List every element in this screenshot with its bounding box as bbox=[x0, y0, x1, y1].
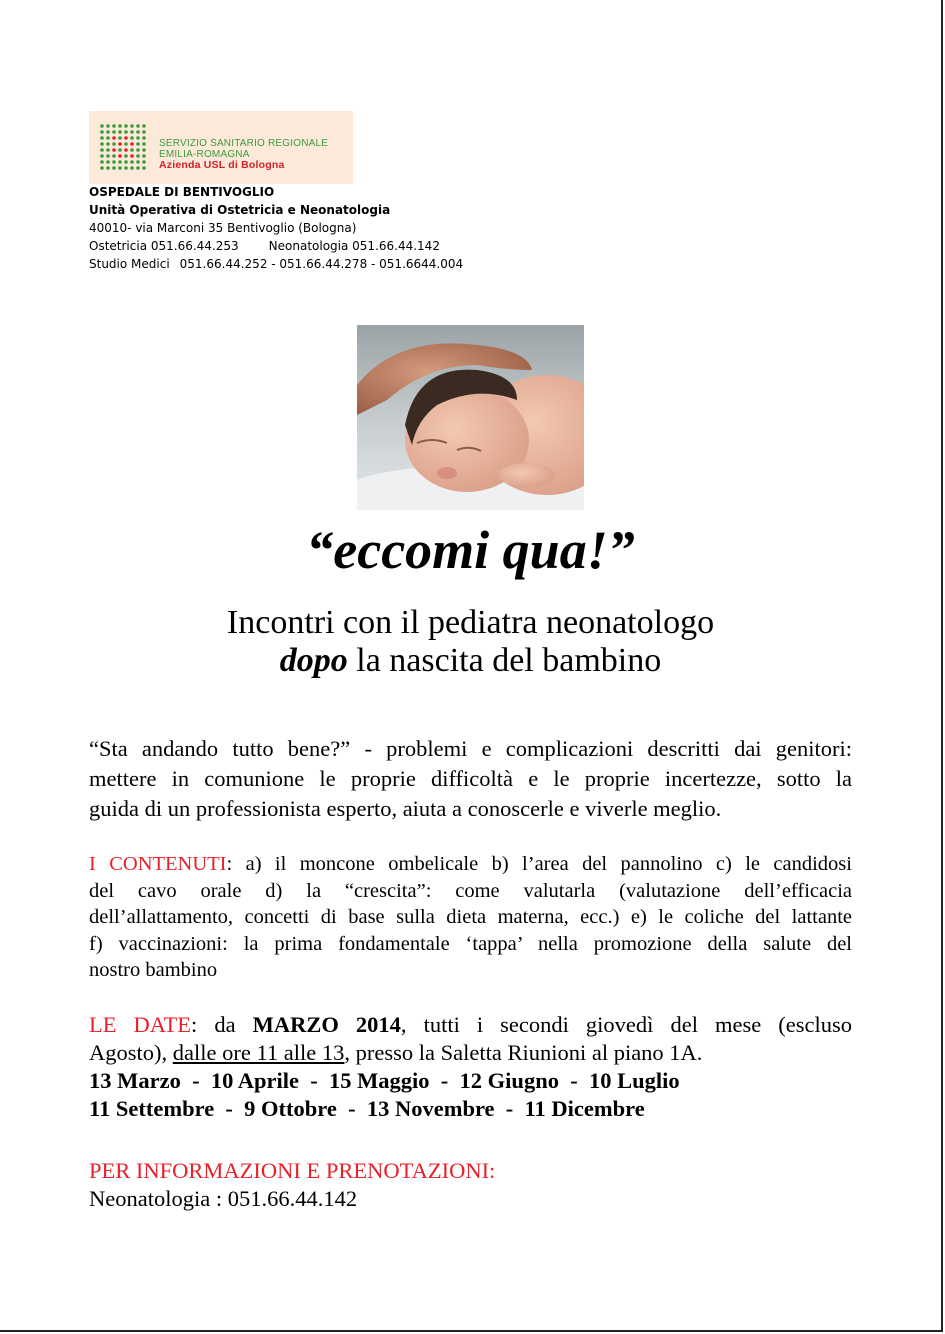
logo-dot bbox=[136, 124, 140, 128]
logo-dot bbox=[142, 160, 146, 164]
logo-dot bbox=[136, 142, 140, 146]
logo-dot bbox=[112, 148, 116, 152]
address: 40010- via Marconi 35 Bentivoglio (Bologna) bbox=[89, 221, 357, 235]
logo-dot bbox=[112, 160, 116, 164]
logo-dot-grid-icon bbox=[99, 123, 147, 171]
dates-time: dalle ore 11 alle 13 bbox=[172, 1040, 345, 1065]
logo-dot bbox=[130, 148, 134, 152]
contents-line-2: del cavo orale d) la “crescita”: come valutarla (valutazione dell’efficacia bbox=[89, 879, 852, 902]
dates-paragraph bbox=[89, 1011, 852, 1123]
dates-pre: : da bbox=[191, 1012, 253, 1037]
intro-line-2: mettere in comunione le proprie difficoltà e le proprie incertezze, sotto la bbox=[89, 766, 852, 791]
intro-line-3: guida di un professionista esperto, aiuta a conoscerle e viverle meglio. bbox=[89, 796, 722, 821]
logo-line-3: Azienda USL di Bologna bbox=[159, 159, 285, 171]
info-label: PER INFORMAZIONI E PRENOTAZIONI: bbox=[89, 1158, 496, 1183]
dates-line-1 bbox=[89, 1011, 852, 1039]
hospital-name: OSPEDALE DI BENTIVOGLIO bbox=[89, 185, 275, 199]
logo-dot bbox=[130, 166, 134, 170]
subtitle-rest: la nascita del bambino bbox=[347, 642, 662, 679]
logo-dot bbox=[100, 130, 104, 134]
logo-dot bbox=[124, 124, 128, 128]
logo-dot bbox=[100, 124, 104, 128]
logo-dot bbox=[100, 154, 104, 158]
logo-dot bbox=[106, 124, 110, 128]
logo-dot bbox=[106, 142, 110, 146]
logo-dot bbox=[136, 130, 140, 134]
dates-label: LE DATE bbox=[89, 1012, 192, 1037]
logo-dot bbox=[112, 166, 116, 170]
dates-l2-post: , presso la Saletta Riunioni al piano 1A. bbox=[344, 1040, 703, 1065]
contents-text-1: : a) il moncone ombelicale b) l’area del pannolino c) le candidosi bbox=[226, 853, 852, 875]
subtitle-line-1: Incontri con il pediatra neonatologo bbox=[226, 604, 715, 641]
logo-dot bbox=[130, 154, 134, 158]
intro-paragraph bbox=[89, 734, 852, 824]
studio-phones: 051.66.44.252 - 051.66.44.278 - 051.6644.004 bbox=[179, 257, 464, 271]
logo-dot bbox=[118, 148, 122, 152]
logo-dot bbox=[142, 130, 146, 134]
logo-text bbox=[159, 138, 328, 171]
logo-dot bbox=[136, 154, 140, 158]
logo-dot bbox=[106, 160, 110, 164]
dates-line-2 bbox=[89, 1039, 852, 1067]
logo-line-1: SERVIZIO SANITARIO REGIONALE bbox=[159, 138, 329, 149]
logo-dot bbox=[124, 154, 128, 158]
logo-dot bbox=[118, 160, 122, 164]
logo-dot bbox=[124, 160, 128, 164]
logo-dot bbox=[100, 136, 104, 140]
letterhead bbox=[89, 183, 463, 273]
logo-dot bbox=[112, 136, 116, 140]
dates-list-2: 11 Settembre - 9 Ottobre - 13 Novembre - 11 Dicembre bbox=[89, 1096, 645, 1121]
logo-dot bbox=[136, 136, 140, 140]
dates-post: , tutti i secondi giovedì del mese (escluso bbox=[400, 1012, 852, 1037]
logo-dot bbox=[130, 124, 134, 128]
dates-month: MARZO 2014 bbox=[252, 1012, 401, 1037]
logo-dot bbox=[130, 130, 134, 134]
logo-dot bbox=[112, 154, 116, 158]
logo-dot bbox=[136, 166, 140, 170]
logo-dot bbox=[112, 124, 116, 128]
logo-dot bbox=[100, 166, 104, 170]
newborn-photo bbox=[357, 325, 584, 510]
ostetricia-phone: Ostetricia 051.66.44.253 bbox=[89, 239, 239, 253]
logo-dot bbox=[100, 160, 104, 164]
logo-dot bbox=[130, 136, 134, 140]
logo-dot bbox=[136, 148, 140, 152]
info-phone: Neonatologia : 051.66.44.142 bbox=[89, 1186, 358, 1211]
logo-dot bbox=[118, 124, 122, 128]
subtitle-line-2 bbox=[0, 642, 941, 680]
logo-dot bbox=[142, 142, 146, 146]
studio-label: Studio Medici bbox=[89, 257, 170, 271]
contents-line-1 bbox=[89, 851, 852, 878]
logo-dot bbox=[118, 154, 122, 158]
logo-dot bbox=[118, 142, 122, 146]
logo-dot bbox=[130, 160, 134, 164]
logo-dot bbox=[142, 124, 146, 128]
contents-line-5: nostro bambino bbox=[89, 959, 218, 981]
logo-dot bbox=[124, 136, 128, 140]
logo-dot bbox=[124, 142, 128, 146]
logo-dot bbox=[106, 136, 110, 140]
logo-dot bbox=[100, 142, 104, 146]
logo-dot bbox=[142, 154, 146, 158]
logo-dot bbox=[112, 130, 116, 134]
info-paragraph bbox=[89, 1157, 852, 1213]
ausl-logo bbox=[89, 111, 353, 184]
neonatologia-phone: Neonatologia 051.66.44.142 bbox=[268, 239, 440, 253]
logo-dot bbox=[106, 130, 110, 134]
contents-paragraph bbox=[89, 851, 852, 984]
logo-dot bbox=[124, 148, 128, 152]
contents-line-3: dell’allattamento, concetti di base sulla dieta materna, ecc.) e) le coliche del lattante bbox=[89, 906, 852, 928]
subtitle bbox=[0, 604, 941, 680]
logo-dot bbox=[124, 166, 128, 170]
logo-dot bbox=[118, 166, 122, 170]
subtitle-emphasis: dopo bbox=[279, 642, 348, 679]
unit-name: Unità Operativa di Ostetricia e Neonatologia bbox=[89, 203, 391, 217]
logo-dot bbox=[106, 154, 110, 158]
contents-label: I CONTENUTI bbox=[89, 853, 227, 875]
phones-row bbox=[89, 237, 463, 255]
contents-line-4: f) vaccinazioni: la prima fondamentale ‘tappa’ nella promozione della salute del bbox=[89, 932, 852, 955]
studio-row bbox=[89, 255, 463, 273]
logo-dot bbox=[142, 136, 146, 140]
logo-dot bbox=[118, 136, 122, 140]
logo-dot bbox=[118, 130, 122, 134]
newborn-baby-image bbox=[357, 325, 584, 510]
logo-dot bbox=[142, 166, 146, 170]
logo-dot bbox=[106, 166, 110, 170]
logo-dot bbox=[106, 148, 110, 152]
dates-l2-pre: Agosto), bbox=[89, 1040, 173, 1065]
intro-line-1: “Sta andando tutto bene?” - problemi e complicazioni descritti dai genitori: bbox=[89, 736, 852, 761]
logo-dot bbox=[100, 148, 104, 152]
logo-dot bbox=[136, 160, 140, 164]
page-title: “eccomi qua!” bbox=[306, 520, 635, 580]
dates-list-1: 13 Marzo - 10 Aprile - 15 Maggio - 12 Giugno - 10 Luglio bbox=[89, 1068, 680, 1093]
logo-dot bbox=[112, 142, 116, 146]
logo-line-2: EMILIA-ROMAGNA bbox=[159, 149, 250, 160]
logo-dot bbox=[142, 148, 146, 152]
logo-dot bbox=[130, 142, 134, 146]
logo-dot bbox=[124, 130, 128, 134]
